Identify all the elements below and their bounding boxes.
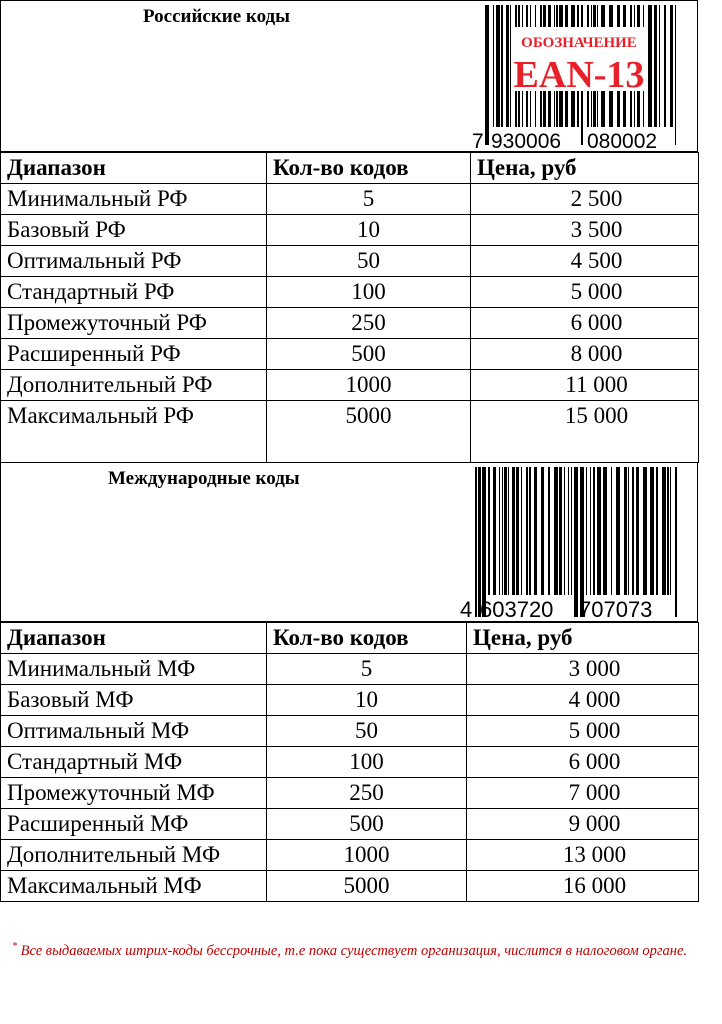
range-name: Оптимальный МФ: [1, 716, 267, 747]
code-count: 100: [267, 277, 471, 308]
range-name: Минимальный МФ: [1, 654, 267, 685]
russian-price-table: [0, 152, 699, 463]
range-name: Дополнительный РФ: [1, 370, 267, 401]
barcode-bar: [529, 467, 531, 595]
price-value: 4 000: [467, 685, 699, 716]
range-name: Максимальный РФ: [1, 401, 267, 463]
header-price: Цена, руб: [471, 153, 699, 184]
range-name: Оптимальный РФ: [1, 246, 267, 277]
barcode-bar: [571, 467, 572, 595]
barcode-bar: [493, 5, 494, 127]
table-row: [1, 685, 699, 716]
code-count: 5000: [267, 401, 471, 463]
barcode-bar: [654, 5, 657, 127]
price-value: 3 500: [471, 215, 699, 246]
footnote-text: Все выдаваемых штрих-коды бессрочные, т.е пока существует организация, числится в налоговом органе.: [20, 943, 688, 959]
range-name: Стандартный РФ: [1, 277, 267, 308]
table-row: [1, 716, 699, 747]
range-name: Дополнительный МФ: [1, 840, 267, 871]
barcode-label-top: ОБОЗНАЧЕНИЕ: [521, 35, 637, 51]
price-value: 4 500: [471, 246, 699, 277]
price-value: 11 000: [471, 370, 699, 401]
barcode-bar: [548, 467, 550, 595]
barcode-bar: [488, 467, 490, 595]
table-row: [1, 246, 699, 277]
header-range: Диапазон: [1, 623, 267, 654]
price-value: 8 000: [471, 339, 699, 370]
price-value: 15 000: [471, 401, 699, 463]
range-name: Базовый МФ: [1, 685, 267, 716]
table-row: [1, 778, 699, 809]
table-row: [1, 401, 699, 463]
barcode-bar: [534, 467, 537, 595]
code-count: 50: [267, 246, 471, 277]
barcode-bar: [675, 467, 677, 617]
code-count: 10: [267, 215, 471, 246]
price-value: 9 000: [467, 809, 699, 840]
table-header-row: [1, 623, 699, 654]
price-value: 5 000: [467, 716, 699, 747]
ean13-barcode-international: [457, 467, 683, 622]
barcode-bar: [516, 467, 519, 595]
barcode-bar: [512, 467, 515, 595]
table-row: [1, 871, 699, 902]
barcode-bar: [502, 467, 503, 595]
barcode-bar: [670, 5, 673, 127]
price-value: 5 000: [471, 277, 699, 308]
barcode-bar: [580, 467, 584, 617]
barcode-bar: [499, 467, 500, 595]
barcode-bar: [632, 467, 634, 595]
barcode-bar: [564, 467, 565, 595]
international-codes-header: [0, 462, 698, 622]
code-count: 500: [267, 809, 467, 840]
barcode-bar: [675, 5, 676, 145]
barcode-bar: [648, 5, 652, 127]
russian-codes-header: [0, 0, 698, 152]
table-row: [1, 809, 699, 840]
barcode-bar: [482, 467, 486, 617]
price-value: 16 000: [467, 871, 699, 902]
range-name: Базовый РФ: [1, 215, 267, 246]
code-count: 10: [267, 685, 467, 716]
code-count: 5000: [267, 871, 467, 902]
barcode-bar: [496, 5, 500, 127]
barcode-bar: [478, 467, 481, 617]
footnote-marker: *: [12, 941, 17, 953]
table-header-row: [1, 153, 699, 184]
range-name: Расширенный РФ: [1, 339, 267, 370]
barcode-bar: [664, 5, 666, 127]
range-name: Расширенный МФ: [1, 809, 267, 840]
table-row: [1, 215, 699, 246]
code-count: 1000: [267, 840, 467, 871]
table-row: [1, 184, 699, 215]
barcode-bar: [656, 467, 658, 595]
price-value: 6 000: [471, 308, 699, 339]
barcode-bar: [643, 467, 647, 595]
barcode-bar: [526, 467, 528, 595]
barcode-bar: [485, 5, 489, 145]
code-count: 1000: [267, 370, 471, 401]
barcode-bar: [475, 467, 477, 617]
barcode-bar: [670, 467, 671, 595]
international-price-table: [0, 622, 699, 902]
header-price: Цена, руб: [467, 623, 699, 654]
barcode-bar: [574, 467, 578, 617]
barcode-bar: [603, 467, 607, 595]
barcode-bar: [624, 467, 627, 595]
barcode-digits-left: 930006: [491, 130, 562, 152]
barcode-bar: [508, 467, 509, 595]
price-value: 3 000: [467, 654, 699, 685]
barcode-digits-left: 603720: [480, 597, 554, 622]
range-name: Стандартный МФ: [1, 747, 267, 778]
footnote: [12, 940, 702, 962]
barcode-bar: [650, 467, 654, 595]
code-count: 5: [267, 654, 467, 685]
barcode-bar: [611, 467, 612, 595]
header-count: Кол-во кодов: [267, 153, 471, 184]
code-count: 250: [267, 308, 471, 339]
barcode-bar: [506, 5, 509, 127]
table-row: [1, 747, 699, 778]
barcode-bar: [586, 467, 587, 595]
barcode-digit-first: 4: [460, 597, 473, 622]
code-count: 50: [267, 716, 467, 747]
barcode-bar: [636, 467, 639, 595]
barcode-bar: [667, 467, 669, 595]
range-name: Максимальный МФ: [1, 871, 267, 902]
barcode-digits-right: 080002: [587, 130, 658, 152]
barcode-bar: [662, 467, 666, 595]
barcode-bar: [597, 467, 601, 595]
barcode-digit-first: 7: [472, 130, 484, 152]
barcode-bar: [590, 467, 591, 595]
barcode-bar: [659, 5, 660, 127]
code-count: 100: [267, 747, 467, 778]
price-value: 6 000: [467, 747, 699, 778]
range-name: Промежуточный РФ: [1, 308, 267, 339]
barcode-bar: [616, 467, 620, 595]
code-count: 250: [267, 778, 467, 809]
table-row: [1, 308, 699, 339]
price-value: 13 000: [467, 840, 699, 871]
russian-codes-title: Российские коды: [143, 6, 290, 27]
barcode-bars: [475, 467, 677, 617]
table-row: [1, 339, 699, 370]
barcode-bar: [493, 467, 496, 595]
ean13-barcode-russian: [469, 5, 683, 152]
barcode-bar: [501, 5, 503, 127]
price-value: 2 500: [471, 184, 699, 215]
barcode-label-main: EAN-13: [513, 54, 645, 96]
header-range: Диапазон: [1, 153, 267, 184]
barcode-bar: [541, 467, 544, 595]
barcode-bar: [504, 467, 507, 595]
barcode-bar: [559, 467, 562, 595]
table-row: [1, 654, 699, 685]
range-name: Промежуточный МФ: [1, 778, 267, 809]
international-codes-title: Международные коды: [108, 468, 300, 489]
code-count: 5: [267, 184, 471, 215]
barcode-bar: [593, 467, 595, 595]
price-value: 7 000: [467, 778, 699, 809]
code-count: 500: [267, 339, 471, 370]
table-row: [1, 277, 699, 308]
range-name: Минимальный РФ: [1, 184, 267, 215]
barcode-bar: [554, 467, 558, 595]
barcode-bar: [521, 467, 522, 595]
barcode-bar: [568, 467, 569, 595]
barcode-digits-right: 707073: [579, 597, 653, 622]
header-count: Кол-во кодов: [267, 623, 467, 654]
barcode-bar: [510, 5, 511, 127]
table-row: [1, 370, 699, 401]
barcode-bar: [628, 467, 629, 595]
table-row: [1, 840, 699, 871]
